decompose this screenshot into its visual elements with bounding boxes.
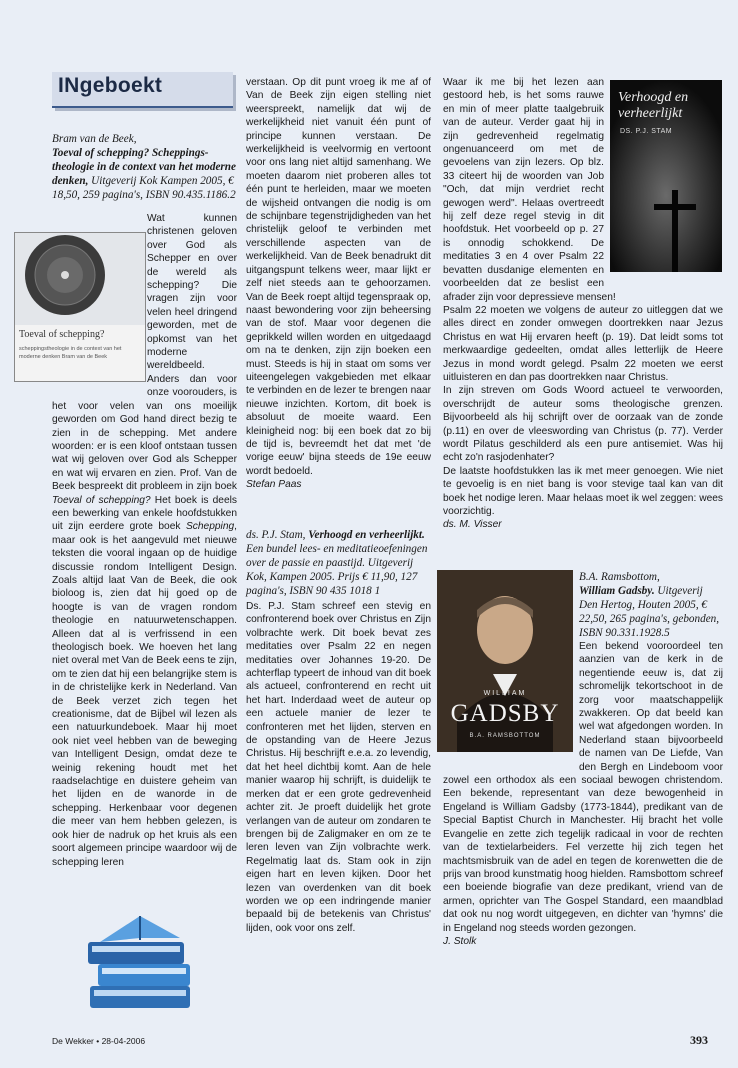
- cover3-author: B.A. RAMSBOTTOM: [469, 733, 541, 739]
- review1-body-col2: [246, 76, 431, 492]
- review2-author: ds. P.J. Stam,: [246, 529, 306, 541]
- review2-col2: [246, 528, 431, 935]
- review1-p1c: , maar ook is het aangevuld met nieuwe teksten die vooral ingaan op de huidige discussie rondom Intelligent Design. Zoals altijd laat Van de Beek, die ook bioloog is, zien dat hij goed op de hoogte is van de vragen rondom theologie en natuurwetenschappen. Alleen dat al is verfrissend in een theologisch boek. We hoeven het lang niet overal met Van de Beek eens te zijn, om te zien dat hij een belangrijke stem is in de christelijke kerk in Nederland. Van de Beek verzet zich tegen het creationisme, dat de Bijbel wil lezen als een natuurkundeboek. Maar hij moet ook niet veel hebben van de beweging van Intelligent Design, omdat deze te weinig rekening houdt met het raadselachtige en duistere geheim van het lijden en de wanorde in de schepping. Herkenbaar voor degenen die meer van hem hebben gelezen, is ook hier de nadruk op het kruis als een soort algemeen principe waardoor wij de schepping leren: [52, 521, 237, 868]
- review1-author: Bram van de Beek,: [52, 133, 137, 145]
- review2-subtitle: Een bundel lees- en meditatieoefeningen over de passie en paastijd. Uitgeverij Kok, Kampen 2005. Prijs € 11,90, 127 pagina's, ISBN 90 435 1018 1: [246, 543, 428, 597]
- review1-title: Toeval of schepping? Scheppings-theologie in de context van het moderne denken,: [52, 147, 236, 187]
- review2-p3: Psalm 22 moeten we volgens de auteur zo uitleggen dat we alles direct en zonder omwegen doortrekken naar Jezus Christus en wat Hij ervaren heeft (p. 19). Dat leidt soms tot merkwaardige gedeelten, omdat alles letterlijk de Heere Jezus in mond wordt gelegd. Psalm 22 moeten we eerst uitluisteren en dan pas doortrekken naar Christus.: [443, 304, 723, 383]
- review1-body-col1: [52, 212, 237, 869]
- review1-heading: [52, 132, 237, 202]
- review3-p1: Een bekend vooroordeel ten aanzien van de kerk in de negentiende eeuw is, dat zij schromelijk tekortschoot in de zorg voor maatschappelijk zwakkeren. Op dat beeld kan wel wat afgedongen worden. In Nederland staan bijvoorbeeld de namen van De Liefde, Van den Bergh en Lindeboom voor zowel een orthodox als een sociaal bewogen christendom. Een bekende, representant van deze bewogenheid in Engeland is William Gadsby (1773-1844), predikant van de Special Baptist Church in Manchester. Hij bracht het volle Evangelie en zette zich tegelijk radicaal in voor de rechten van de textielarbeiders. Fel verzette hij zich tegen het machtsmisbruik van de adel en tegen de korenwetten die de prijs van brood kunstmatig hoog hielden. Ramsbottom schreef een boeiende biografie van deze predikant, vriend van de armen, oprichter van The Gospel Standard, een maandblad dat ook nu nog wordt uitgegeven, en dichter van 'hymns' die in Engeland nog steeds worden gezongen.: [443, 641, 723, 934]
- footer-publication: De Wekker • 28-04-2006: [52, 1036, 146, 1046]
- review1-p1b-italic: Schepping: [186, 521, 235, 533]
- review3-signature: J. Stolk: [443, 935, 477, 947]
- section-title: INgeboekt: [58, 74, 163, 97]
- review2-signature: ds. M. Visser: [443, 519, 502, 531]
- section-header: [52, 72, 233, 108]
- review2-title: Verhoogd en verheerlijkt.: [308, 529, 425, 541]
- cover3-name: GADSBY: [450, 700, 560, 727]
- book-stack-icon: [80, 908, 200, 1023]
- review1-p1b: Het boek is deels een bewerking van enkele hoofdstukken uit zijn eerdere grote boek: [52, 494, 237, 533]
- page-number: 393: [690, 1033, 708, 1047]
- review2-col3: [443, 76, 723, 532]
- cover3-first: WILLIAM: [483, 690, 527, 697]
- review3-title: William Gadsby.: [579, 585, 655, 597]
- cover1-subtitle: scheppingstheologie in de context van het moderne denken Bram van de Beek: [19, 346, 122, 360]
- review2-p1: Ds. P.J. Stam schreef een stevig en confronterend boek over Christus en Zijn volbrachte werk. Dit boek bevat zes meditaties over Psalm 22 en negen meditaties over Johannes 19-20. De achterflap typeert de inhoud van dit boek als actueel, confronterend en recht uit het hart. Inderdaad weet de auteur op een actuele manier de lezer te confronteren met het lijden, sterven en de opstanding van de Heere Jezus Christus. Hij beschrijft e.e.a. zo levendig, dat het heel dichtbij komt. Aan de hele manier waarop hij schrijft, is duidelijk te merken dat er een grote gedrevenheid achter zit. Je proeft duidelijk het grote verlangen van de auteur om zondaren te brengen bij de Zaligmaker en om ze te leren leven van Zijn volbrachte werk. Regelmatig laat ds. Stam ook in zijn eigen hart en leven kijken. Door het lezen van overdenken van dit boek worden we op een indringende manier bepaald bij de betekenis van Christus' lijden, ook voor ons zelf.: [246, 601, 431, 934]
- review1-p2: verstaan. Op dit punt vroeg ik me af of Van de Beek zijn eigen stelling niet weerspreekt, namelijk dat wij de werkelijkheid niet vanuit één punt of principe kunnen verstaan. De werkelijkheid is veelvormig en vertoont voor ons lang niet altijd samenhang. We moeten daarom niet proberen alles tot één punt te herleiden, maar we moeten de wijsheid ontvangen die nodig is om de schijnbare tegenstrijdigheden van het christelijk geloof te verbinden met verschillende aspecten van de werkelijkheid. Van de Beek benadrukt dit uitgangspunt telkens weer, maar lijkt er zelf niet steeds aan te gehoorzamen. Van de Beek roept altijd tegenspraak op, naast bewondering voor zijn beheersing van de stof. Maar voor degenen die geprikkeld willen worden en uitgedaagd om na te denken, zijn zijn boeken een must. Steeds is hij in staat om soms ver uiteengelegen vakgebieden met elkaar te verbinden en de lezer te brengen naar nieuwe inzichten. Kortom, dit boek is absoluut de moeite waard. Een kleinigheid nog: bij een boek dat zo bij de tijd is, bevreemdt het dat met 'de vorige eeuw' bijna steeds de 19e eeuw wordt bedoeld.: [246, 77, 431, 477]
- review1-p1-italic: Toeval of schepping?: [52, 494, 151, 506]
- review1-p1: Wat kunnen christenen geloven over God als Schepper en over de wereld als schepping? Die vragen zijn voor velen heel dringend geworden, met de opkomst van het moderne wereldbeeld. Anders dan voor onze voorouders, is het voor velen van ons moeilijk geworden om God hand direct bezig te zien in de schepping. Met andere woorden: er is een kloof ontstaan tussen wat wij geloven over God als Schepper en wat wij ervaren en zien. Prof. Van de Beek bespreekt dit probleem in zijn boek: [52, 213, 237, 493]
- review3-author: B.A. Ramsbottom,: [579, 571, 660, 583]
- cover1-title: Toeval of schepping?: [19, 329, 105, 340]
- review2-p2: Waar ik me bij het lezen aan gestoord heb, is het soms rauwe en min of meer platte taalgebruik van de auteur. Verder gaat hij in zijn gedrevenheid regelmatig ongenuanceerd om met de gevoelens van zijn lezers. Op blz. 33 citeert hij de woorden van Job "Och, dat mijn verdriet recht gewogen werd". Helaas overtreedt hij zelf deze regel stevig in dit hoofdstuk. Het voorbeeld op p. 27 is onnodig schokkend. De meditaties 3 en 4 over Psalm 22 bevatten dusdanige elementen en voorbeelden dat ze beslist een afrader zijn voor depressieve mensen!: [443, 77, 616, 303]
- review2-p4: In zijn streven om Gods Woord actueel te verwoorden, overschrijdt de auteur soms theologische grenzen. Bijvoorbeeld als hij schrijft over de oorzaak van de zonde (p.11) en over de vleeswording van Christus (p. 77). Verder wordt Pilatus geschilderd als een pure antisemiet. Was hij echt zo'n rasjodenhater?: [443, 385, 723, 464]
- review3-col3: [443, 570, 723, 948]
- review1-publisher: Uitgeverij Kok Kampen 2005, € 18,50, 259 pagina's, ISBN 90.435.1186.2: [52, 175, 236, 201]
- books-illustration: [80, 908, 200, 1023]
- cover2-title: Verhoogd en verheerlijkt: [618, 90, 689, 121]
- review1-signature: Stefan Paas: [246, 479, 302, 491]
- review2-p5: De laatste hoofdstukken las ik met meer genoegen. Wie niet te gevoelig is en niet bang is voor stevige taal kan van dit boek het nodige leren. Maar helaas moet ik wel zeggen: wees voorzichtig.: [443, 465, 723, 517]
- review3-publisher: Uitgeverij Den Hertog, Houten 2005, € 22,50, 265 pagina's, gebonden, ISBN 90.331.1928.5: [579, 585, 720, 639]
- cover2-author: DS. P.J. STAM: [620, 128, 673, 135]
